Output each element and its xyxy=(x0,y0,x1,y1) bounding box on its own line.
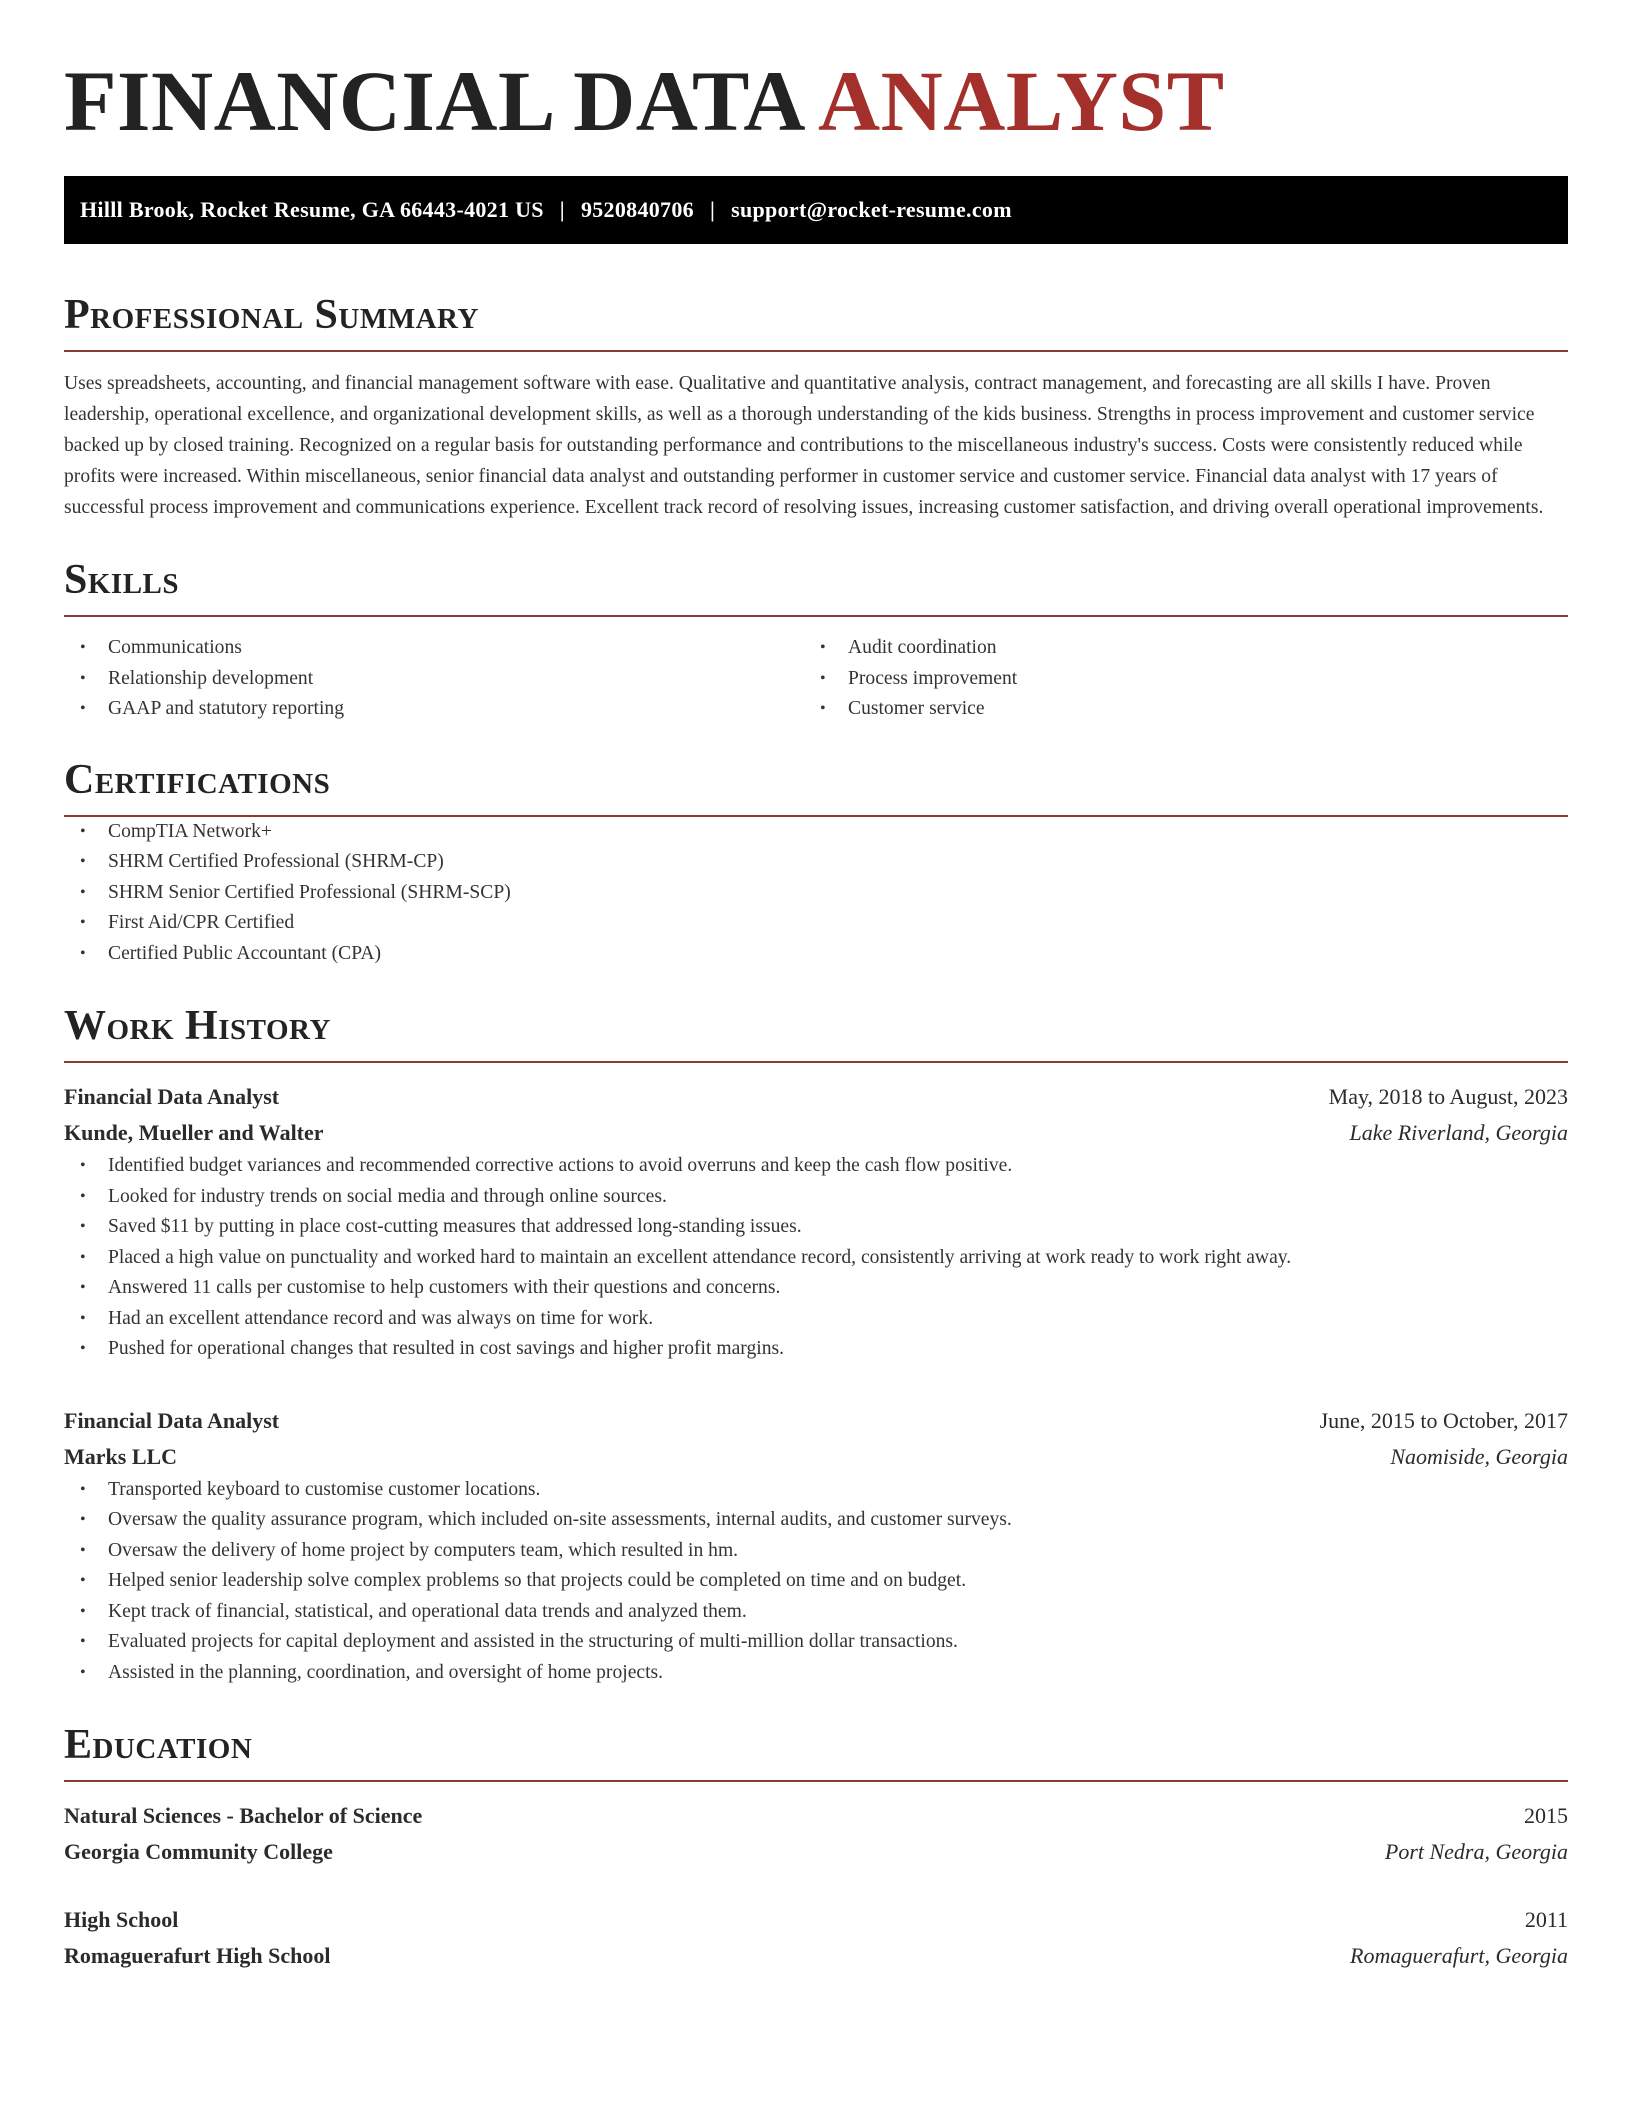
education-degree: Natural Sciences - Bachelor of Science xyxy=(64,1803,423,1828)
education-degree: High School xyxy=(64,1907,179,1932)
bullet-icon: • xyxy=(80,944,86,962)
job-header-row xyxy=(64,1079,1568,1115)
job-duty-item: • Helped senior leadership solve complex problems so that projects could be completed on time and on budget. xyxy=(64,1566,1568,1597)
job-company-row xyxy=(64,1115,1568,1151)
certification-item: • Certified Public Accountant (CPA) xyxy=(64,939,1568,970)
skills-section xyxy=(64,559,1568,725)
title-accent: ANALYST xyxy=(818,53,1225,149)
certification-item: • First Aid/CPR Certified xyxy=(64,908,1568,939)
skill-item: • Relationship development xyxy=(64,664,804,695)
education-school-row xyxy=(64,1938,1568,1974)
skill-item: • Process improvement xyxy=(804,664,1544,695)
job-company: Kunde, Mueller and Walter xyxy=(64,1120,324,1145)
bullet-icon: • xyxy=(80,853,86,870)
certifications-list xyxy=(64,817,1568,970)
skill-item: • Communications xyxy=(64,633,804,664)
skill-item: • Customer service xyxy=(804,694,1544,725)
work-history-section xyxy=(64,1005,1568,1688)
bullet-icon: • xyxy=(80,1187,86,1205)
contact-phone: 9520840706 xyxy=(580,197,694,222)
bullet-icon: • xyxy=(80,1279,86,1296)
contact-address: Hilll Brook, Rocket Resume, GA 66443-4021 US xyxy=(80,197,544,222)
job-duty-item: • Evaluated projects for capital deployment and assisted in the structuring of multi-million dollar transactions. xyxy=(64,1627,1568,1658)
contact-bar xyxy=(64,176,1568,244)
education-school-row xyxy=(64,1834,1568,1870)
education-year: 2011 xyxy=(1524,1907,1568,1932)
education-degree-row xyxy=(64,1798,1568,1834)
education-degree-row xyxy=(64,1902,1568,1938)
job-duty-item: • Oversaw the quality assurance program, which included on-site assessments, internal audits, and customer surveys. xyxy=(64,1505,1568,1536)
skills-list-right xyxy=(804,633,1544,725)
bullet-icon: • xyxy=(80,1248,86,1266)
bullet-icon: • xyxy=(80,822,86,840)
resume-title xyxy=(64,53,1568,149)
certification-item: • SHRM Certified Professional (SHRM-CP) xyxy=(64,847,1568,878)
job-title: Financial Data Analyst xyxy=(64,1407,280,1433)
bullet-icon: • xyxy=(80,1480,86,1498)
bullet-icon: • xyxy=(80,1157,86,1174)
job-duty-item: • Saved $11 by putting in place cost-cutting measures that addressed long-standing issues. xyxy=(64,1212,1568,1243)
job-dates: May, 2018 to August, 2023 xyxy=(1328,1084,1568,1109)
education-location: Port Nedra, Georgia xyxy=(1384,1839,1568,1864)
skills-list-left xyxy=(64,633,804,725)
job-duty-item: • Placed a high value on punctuality and worked hard to maintain an excellent attendance record, consistently arriving at work ready to work right away. xyxy=(64,1243,1568,1274)
education-entry xyxy=(64,1902,1568,1974)
bullet-icon: • xyxy=(80,1663,86,1681)
skill-item: • Audit coordination xyxy=(804,633,1544,664)
job-company: Marks LLC xyxy=(64,1443,178,1469)
summary-text: Uses spreadsheets, accounting, and financial management software with ease. Qualitative and quantitative analysis, contract management, and forecasting are all skills I have. Proven leadership, operational excellence, and organizational development skills, as well as a thorough understanding of the kids business. Strengths in process improvement and customer service backed up by closed training. Recognized on a regular basis for outstanding performance and contributions to the miscellaneous industry's success. Costs were consistently reduced while profits were increased. Within miscellaneous, senior financial data analyst and outstanding performer in customer service and customer service. Financial data analyst with 17 years of successful process improvement and communications experience. Excellent track record of resolving issues, increasing customer satisfaction, and driving overall operational improvements. xyxy=(64,373,1544,518)
job-duty-item: • Identified budget variances and recommended corrective actions to avoid overruns and keep the cash flow positive. xyxy=(64,1151,1568,1182)
bullet-icon: • xyxy=(80,1572,86,1589)
skills-column-left xyxy=(64,633,804,725)
section-divider xyxy=(64,1780,1568,1782)
section-divider xyxy=(64,350,1568,352)
section-heading-education: Education xyxy=(64,1722,253,1768)
bullet-icon: • xyxy=(80,1309,86,1327)
contact-separator: | xyxy=(709,197,716,222)
bullet-icon: • xyxy=(80,700,86,717)
bullet-icon: • xyxy=(80,883,86,901)
bullet-icon: • xyxy=(80,639,86,656)
job-company-row xyxy=(64,1439,1568,1475)
bullet-icon: • xyxy=(820,669,826,687)
job-entry xyxy=(64,1079,1568,1365)
bullet-icon: • xyxy=(80,1602,86,1620)
job-duty-item: • Assisted in the planning, coordination, and oversight of home projects. xyxy=(64,1658,1568,1689)
job-duty-item: • Kept track of financial, statistical, and operational data trends and analyzed them. xyxy=(64,1597,1568,1628)
job-title: Financial Data Analyst xyxy=(64,1084,280,1109)
section-heading-skills: Skills xyxy=(64,557,180,603)
section-heading-summary: Professional Summary xyxy=(64,292,479,338)
contact-separator: | xyxy=(559,197,565,222)
bullet-icon: • xyxy=(80,1633,86,1650)
bullet-icon: • xyxy=(820,700,826,717)
skills-column-right xyxy=(804,633,1544,725)
certifications-section xyxy=(64,756,1568,970)
section-heading-certifications: Certifications xyxy=(64,756,331,803)
section-divider xyxy=(64,1061,1568,1063)
education-school: Romaguerafurt High School xyxy=(64,1943,331,1968)
bullet-icon: • xyxy=(80,669,86,687)
bullet-icon: • xyxy=(820,639,826,656)
job-location: Naomiside, Georgia xyxy=(1390,1443,1568,1469)
professional-summary-section xyxy=(64,294,1568,523)
job-duty-item: • Transported keyboard to customise customer locations. xyxy=(64,1475,1568,1506)
job-location: Lake Riverland, Georgia xyxy=(1349,1120,1568,1145)
job-duty-item: • Oversaw the delivery of home project by computers team, which resulted in hm. xyxy=(64,1536,1568,1567)
contact-email: support@rocket-resume.com xyxy=(731,197,1012,222)
job-duties-list xyxy=(64,1475,1568,1689)
job-header-row xyxy=(64,1403,1568,1439)
bullet-icon: • xyxy=(80,1340,86,1357)
bullet-icon: • xyxy=(80,1218,86,1235)
skills-grid xyxy=(64,633,1568,725)
certification-item: • SHRM Senior Certified Professional (SHRM-SCP) xyxy=(64,878,1568,909)
bullet-icon: • xyxy=(80,914,86,931)
education-entry xyxy=(64,1798,1568,1870)
certification-item: • CompTIA Network+ xyxy=(64,817,1568,848)
job-duty-item: • Pushed for operational changes that resulted in cost savings and higher profit margins. xyxy=(64,1334,1568,1365)
job-duty-item: • Had an excellent attendance record and was always on time for work. xyxy=(64,1304,1568,1335)
job-duty-item: • Looked for industry trends on social media and through online sources. xyxy=(64,1182,1568,1213)
job-dates: June, 2015 to October, 2017 xyxy=(1319,1407,1568,1433)
section-divider xyxy=(64,615,1568,617)
job-entry xyxy=(64,1403,1568,1689)
title-main: FINANCIAL DATA xyxy=(64,53,807,149)
skill-item: • GAAP and statutory reporting xyxy=(64,694,804,725)
bullet-icon: • xyxy=(80,1541,86,1559)
bullet-icon: • xyxy=(80,1511,86,1528)
education-section xyxy=(64,1724,1568,1974)
job-duty-item: • Answered 11 calls per customise to help customers with their questions and concerns. xyxy=(64,1273,1568,1304)
education-school: Georgia Community College xyxy=(64,1839,333,1864)
education-year: 2015 xyxy=(1524,1803,1568,1828)
section-heading-work-history: Work History xyxy=(64,1003,331,1049)
job-duties-list xyxy=(64,1151,1568,1365)
education-location: Romaguerafurt, Georgia xyxy=(1350,1943,1568,1968)
